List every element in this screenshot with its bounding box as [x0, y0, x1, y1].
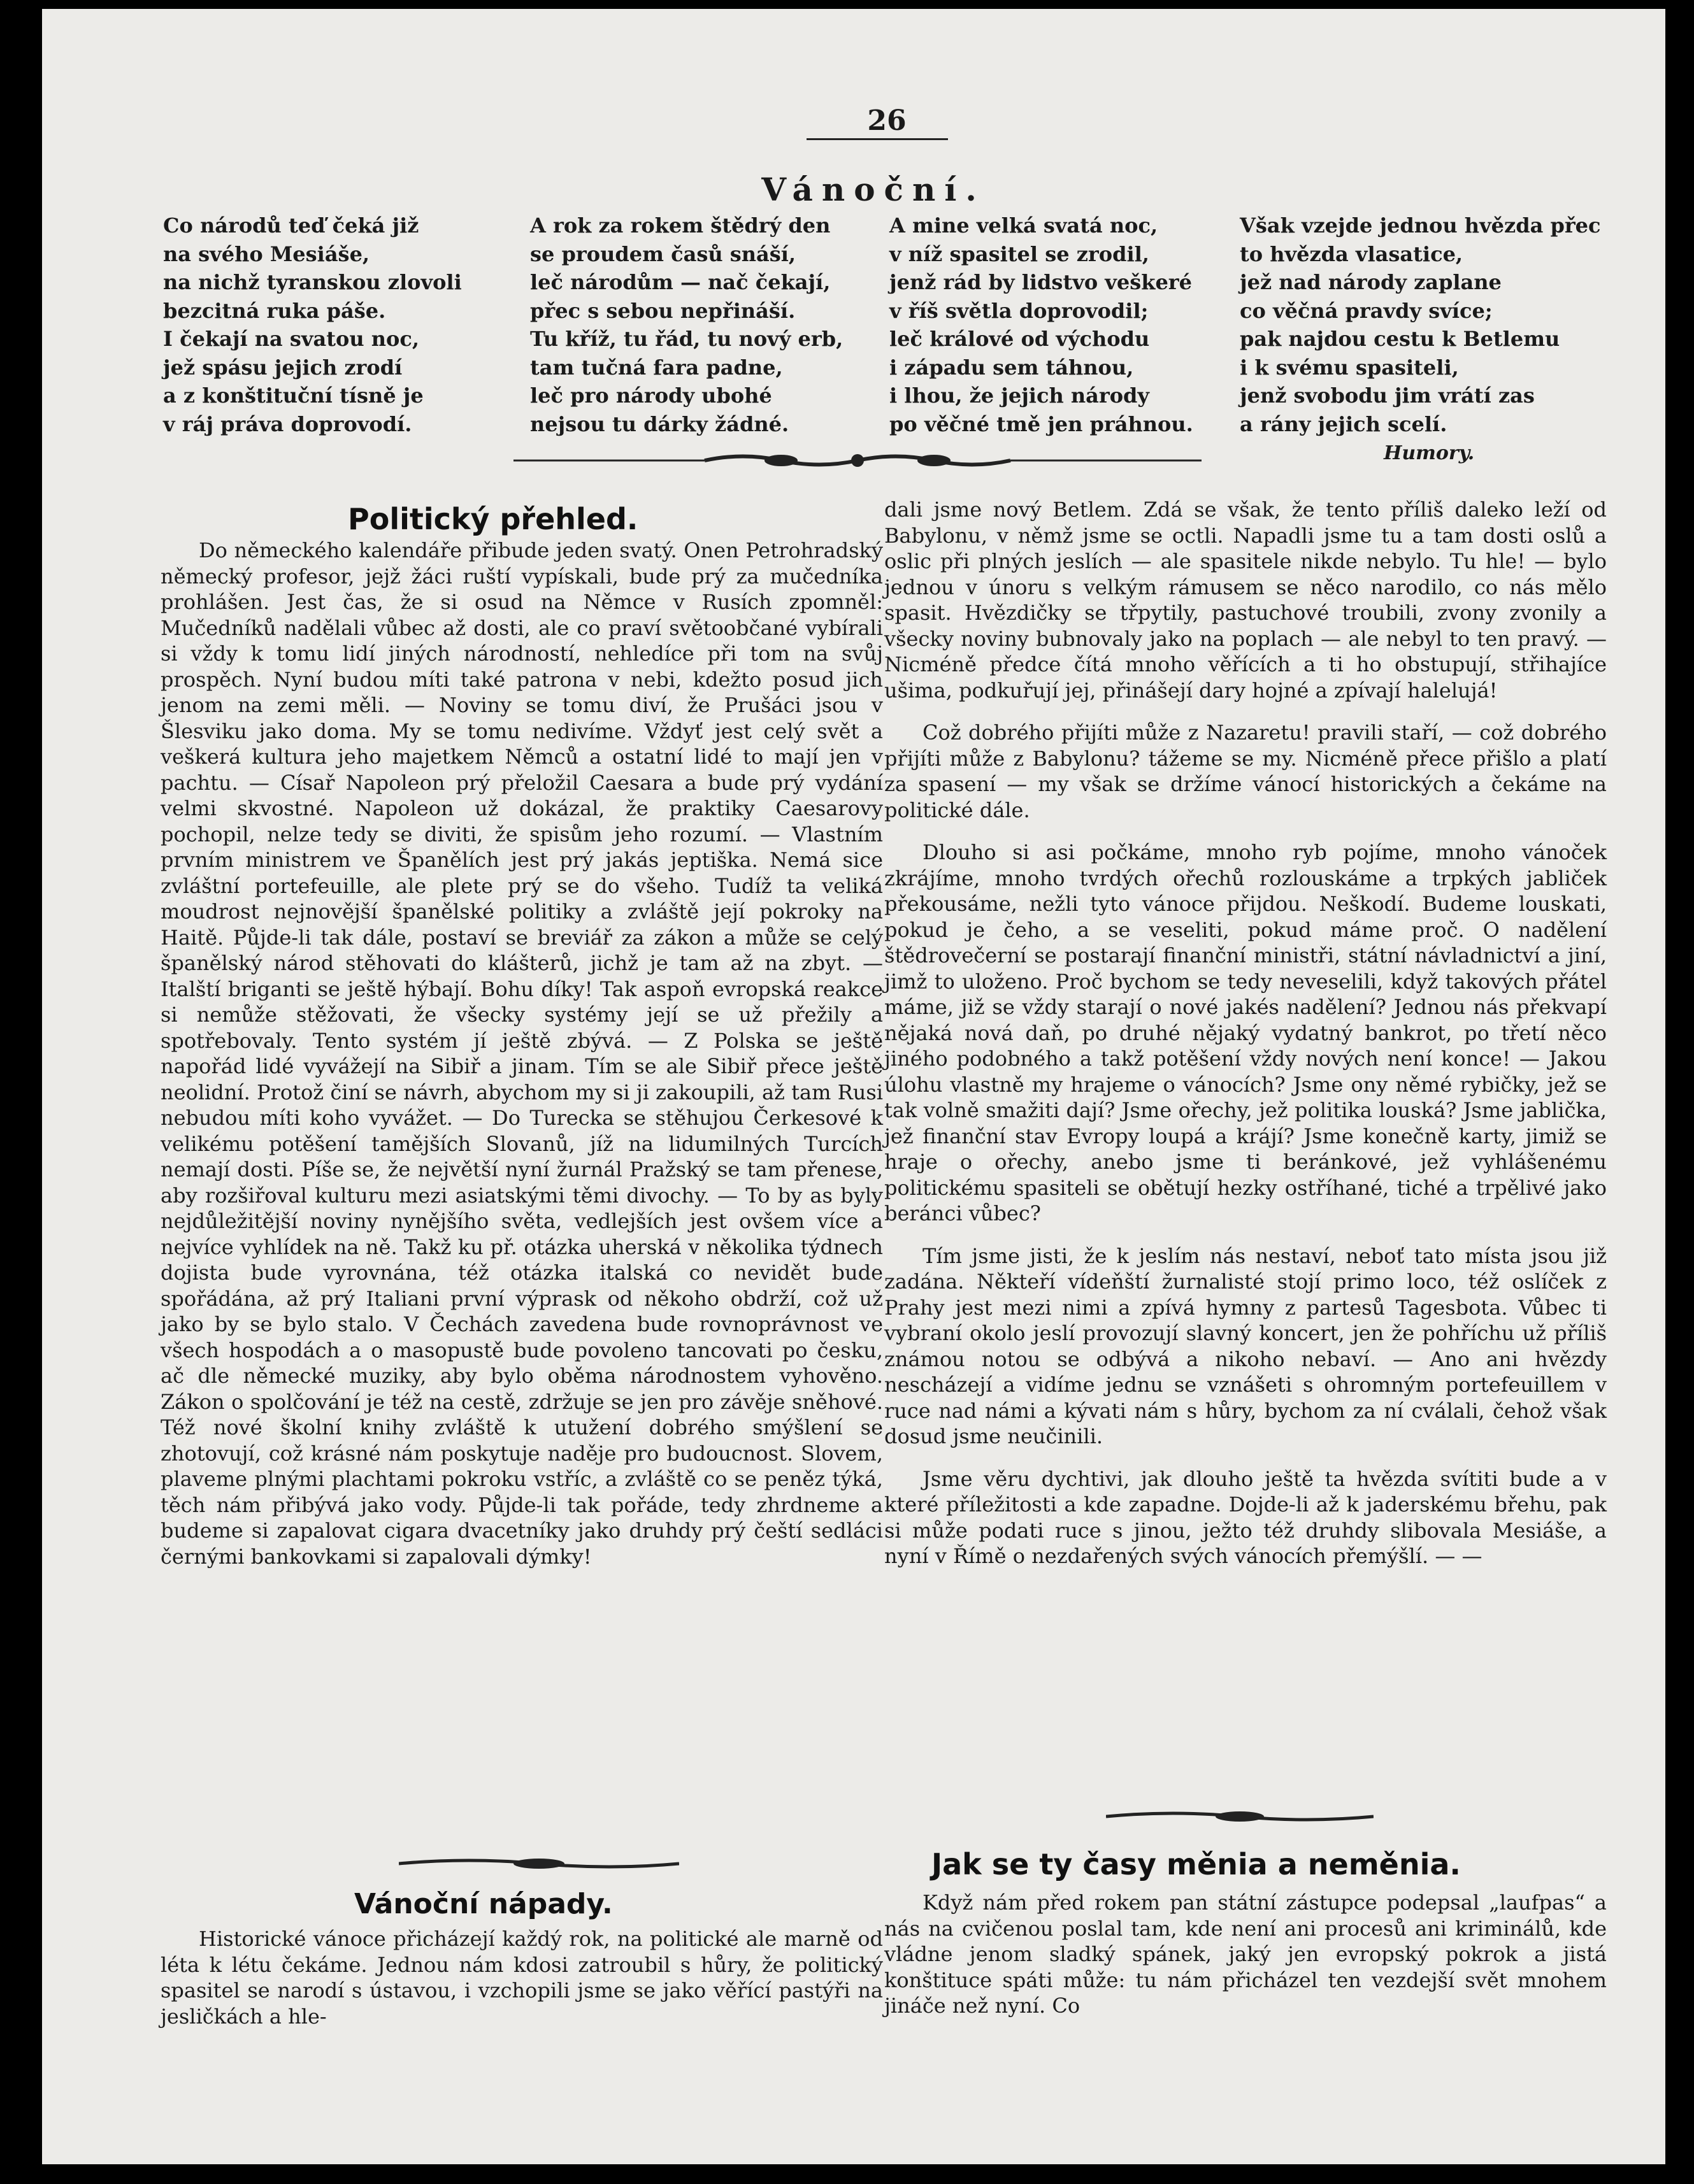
paragraph: Historické vánoce přicházejí každý rok, na politické ale marně od léta k létu čekáme. Jednou nám kdosi zatroubil s hůry, že politický spasitel se narodí s ústavou, i vzchopili jsme se jako věřící pastýři na jesličkách a hle- — [161, 1927, 883, 2029]
paragraph: Tím jsme jisti, že k jeslím nás nestaví, neboť tato místa jsou již zadána. Někteří vídeňští žurnalisté stojí primo loco, též oslíček z Prahy jest mezi nimi a zpívá hymny z partesů Tagesbota. Vůbec ti vybraní okolo jeslí provozují slavný koncert, jen že pohříchu už příliš známou notou se odbývá a nikoho nebaví. — Ano ani hvězdy nescházejí a vidíme jednu se vznášeti s ohromným portefeuillem v ruce nad námi a kývati nám s hůry, bychom za ní cválali, čehož však dosud jsme neučinili. — [884, 1243, 1607, 1448]
page-number-rule — [807, 138, 948, 140]
poem-stanza-2: A rok za rokem štědrý den se proudem časů snáší, leč národům — nač čekají, přec s sebou nepřináší. Tu kříž, tu řád, tu nový erb, tam tučná fara padne, leč pro národy ubohé nejsou tu dárky žádné. — [530, 213, 843, 436]
heading-vanocni-napady: Vánoční nápady. — [354, 1888, 613, 1920]
ornamental-divider — [513, 450, 1202, 471]
vanocni-napady-continued-column — [884, 497, 1607, 1569]
paragraph: Do německého kalendáře přibude jeden svatý. Onen Petrohradský německý profesor, jejž žáci ruští vypískali, bude prý za mučedníka prohlášen. Jest čas, že si osud na Němce v Rusích zpomněl: Mučedníků nadělali vůbec až dosti, ale co praví světoobčané vybírali si vždy k tomu lidí jiných národností, nehledíce při tom na svůj prospěch. Nyní budou míti také patrona v nebi, kdežto posud jich jenom na zemi měli. — Noviny se tomu diví, že Prušáci jsou v Šlesviku jako doma. My se tomu nedivíme. Vždyť jest celý svět a veškerá kultura jeho majetkem Němců a ostatní lidé to mají jen v pachtu. — Císař Napoleon prý přeložil Caesara a bude prý vydání velmi skvostné. Napoleon už dokázal, že praktiky Caesarovy pochopil, nelze tedy se diviti, že spisům jeho rozumí. — Vlastním prvním ministrem ve Španělích jest prý jakás jeptiška. Nemá sice zvláštní portefeuille, ale plete prý se do všeho. Tudíž ta veliká moudrost nejnovější španělské politiky a zvláště její pokroky na Haitě. Půjde-li tak dále, postaví se breviář za zákon a může se celý španělský národ stěhovati do klášterů, jichž je tam až na zbyt. — Italští briganti se ještě hýbají. Bohu díky! Tak aspoň evropská reakce si nemůže stěžovati, že všecky systémy její se už přežily a spotřebovaly. Tento systém jí ještě zbývá. — Z Polska se ještě napořád lidé vyvážejí na Sibiř a jinam. Tím se ale Sibiř přece ještě neolidní. Protož činí se návrh, abychom my si ji zakoupili, až tam Rusi nebudou míti koho vyvážet. — Do Turecka se stěhujou Čerkesové k velikému potěšení tamějších Slovanů, jíž na lidumilných Turcích nemají dosti. Píše se, že největší nyní žurnál Pražský se tam přenese, aby rozšiřoval kulturu mezi asiatskými těmi divochy. — To by as byly nejdůležitější noviny nynějšího světa, vedlejších jest ovšem více a nejvíce vyhlídek na ně. Takž ku př. otázka uherská v několika týdnech dojista bude vyrovnána, též otázka italská co nevidět bude spořádána, až prý Italiani první výprask od někoho obdrží, což už jako by se bylo stalo. V Čechách zavedena bude rovnoprávnost ve všech hospodách a o masopustě bude povoleno tancovati po česku, ač dle německé muziky, aby bylo oběma národnostem vyhověno. Zákon o spolčování je též na cestě, zdržuje se jen pro závěje sněhové. Též nové školní knihy zvláště k utužení dobrého smýšlení se zhotovují, což krásné nám poskytuje naděje pro budoucnost. Slovem, plaveme plnými plachtami pokroku vstříc, a zvláště co se peněz týká, těch nám přibývá jako vody. Půjde-li tak pořáde, tedy zhrdneme a budeme si zapalovat cigara dvacetníky jako druhdy prý čeští sedláci černými bankovkami si zapalovali dýmky! — [161, 538, 883, 1569]
politicky-prehled-column — [161, 538, 883, 1569]
poem-stanza-1: Co národů teď čeká již na svého Mesiáše, na nichž tyranskou zlovoli bezcitná ruka páše. I čekají na svatou noc, jež spásu jejich zrodí a z konštituční tísně je v ráj práva doprovodí. — [163, 213, 462, 436]
newspaper-page — [42, 9, 1665, 2164]
poem-title: Vánoční. — [761, 171, 986, 208]
vanocni-napady-column — [161, 1926, 883, 2029]
page-number: 26 — [867, 104, 907, 137]
heading-politicky-prehled: Politický přehled. — [348, 502, 638, 536]
paragraph: Což dobrého přijíti může z Nazaretu! pravili staří, — což dobrého přijíti může z Babylonu? tážeme se my. Nicméně přece přišlo a platí za spasení — my však se držíme vánocí historických a čekáme na politické dále. — [884, 720, 1607, 822]
poem-stanza-4: Však vzejde jednou hvězda přec to hvězda vlasatice, jež nad národy zaplane co věčná pravdy svíce; pak najdou cestu k Betlemu i k svému spasiteli, jenž svobodu jim vrátí zas a rány jejich scelí. — [1240, 213, 1601, 436]
section-ornament — [399, 1856, 679, 1871]
heading-jak-se-ty-casy: Jak se ty časy měnia a neměnia. — [931, 1847, 1461, 1881]
paragraph: dali jsme nový Betlem. Zdá se však, že tento příliš daleko leží od Babylonu, v němž jsme se octli. Napadli jsme tu a tam dosti oslů a oslic při plných jeslích — ale spasitele nikde nebylo. Tu hle! — bylo jednou v únoru s velkým rámusem se něco narodilo, co nás mělo spasit. Hvězdičky se třpytily, pastuchové troubili, zvony zvonily a všecky noviny bubnovaly jako na poplach — ale nebyl to ten pravý. — Nicméně předce čítá mnoho věřících a ti ho obstupují, střihajíce ušima, podkuřují jej, přinášejí dary hojné a zpívají halelujá! — [884, 497, 1607, 703]
section-ornament — [1106, 1809, 1374, 1824]
jak-se-column — [884, 1890, 1607, 2019]
poem-stanza-3: A mine velká svatá noc, v níž spasitel se zrodil, jenž rád by lidstvo veškeré v říš světla doprovodil; leč králové od východu i západu sem táhnou, i lhou, že jejich národy po věčné tmě jen práhnou. — [889, 213, 1193, 436]
paragraph: Když nám před rokem pan státní zástupce podepsal „laufpas“ a nás na cvičenou poslal tam, kde není ani procesů ani kriminálů, kde vládne jenom sladký spánek, jaký jen evropský pokrok a jistá konštituce spáti může: tu nám přicházel ten vezdejší svět mnohem jináče než nyní. Co — [884, 1890, 1607, 2018]
paragraph: Dlouho si asi počkáme, mnoho ryb pojíme, mnoho vánoček zkrájíme, mnoho tvrdých ořechů rozlouskáme a trpkých jabliček překousáme, nežli tyto vánoce přijdou. Neškodí. Budeme louskati, pokud je čeho, a se veseliti, pokud máme proč. O nadělení štědrovečerní se postarají finanční ministři, státní návladnictví a jiní, jimž to uloženo. Proč bychom se tedy neveselili, když takových přátel máme, již se vždy starají o nové jakés nadělení? Jednou nás překvapí nějaká nová daň, po druhé nějaký vydatný bankrot, po třetí něco jiného podobného a takž potěšení vždy nových není konce! — Jakou úlohu vlastně my hrajeme o vánocích? Jsme ony němé rybičky, jež se tak volně smažiti dají? Jsme ořechy, jež politika louská? Jsme jablička, jež finanční stav Evropy loupá a krájí? Jsme konečně karty, jimiž se hraje o ořechy, anebo jsme ti beránkové, jež vyhlášenému politickému spasiteli se obětují hezky ostříhané, tiché a trpělivé jako beránci vůbec? — [884, 840, 1607, 1225]
poem-signature: Humory. — [1384, 442, 1475, 464]
paragraph: Jsme věru dychtivi, jak dlouho ještě ta hvězda svítiti bude a v které příležitosti a kde zapadne. Dojde-li až k jaderskému břehu, pak si může podati ruce s jinou, ježto též druhdy slibovala Mesiáše, a nyní v Římě o nezdařených svých vánocích přemýšlí. — — — [884, 1466, 1607, 1568]
